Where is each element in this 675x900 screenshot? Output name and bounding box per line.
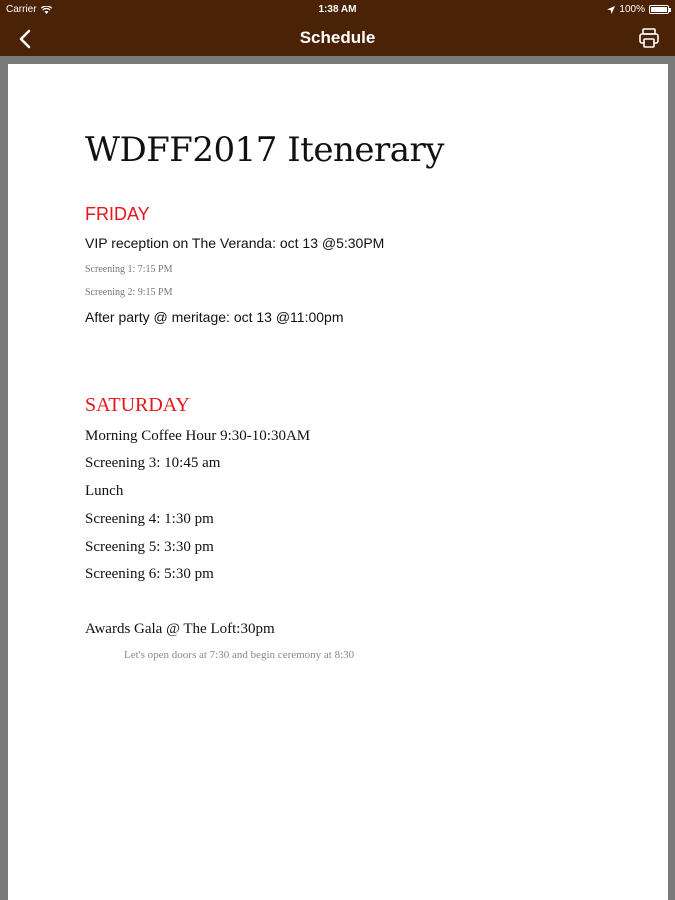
- saturday-heading: SATURDAY: [85, 394, 190, 416]
- document-page[interactable]: [8, 64, 668, 900]
- saturday-item: Screening 4: 1:30 pm: [85, 511, 214, 527]
- nav-bar: [0, 20, 675, 56]
- friday-item: VIP reception on The Veranda: oct 13 @5:30PM: [85, 235, 385, 251]
- status-time: 1:38 AM: [318, 4, 357, 15]
- carrier-label: Carrier: [6, 4, 37, 15]
- print-icon[interactable]: [637, 26, 661, 50]
- location-arrow-icon: [607, 6, 615, 14]
- status-right: [607, 4, 669, 15]
- saturday-item: Screening 3: 10:45 am: [85, 455, 221, 471]
- nav-title: Schedule: [299, 28, 376, 47]
- friday-item: Screening 1: 7:15 PM: [85, 264, 173, 275]
- saturday-item: Screening 5: 3:30 pm: [85, 539, 214, 555]
- battery-percent: 100%: [619, 4, 645, 15]
- document-title: WDFF2017 Itenerary: [85, 130, 444, 170]
- saturday-item: Morning Coffee Hour 9:30-10:30AM: [85, 428, 311, 444]
- friday-heading: FRIDAY: [85, 204, 150, 224]
- battery-fill: [651, 7, 667, 12]
- status-bar: [0, 0, 675, 20]
- friday-item: Screening 2: 9:15 PM: [85, 287, 173, 298]
- awards-gala-note: Let's open doors at 7:30 and begin ceremony at 8:30: [124, 649, 355, 661]
- saturday-item: Screening 6: 5:30 pm: [85, 566, 214, 582]
- friday-item: After party @ meritage: oct 13 @11:00pm: [85, 309, 344, 325]
- saturday-item: Lunch: [85, 483, 124, 499]
- battery-icon: [649, 5, 669, 14]
- awards-gala-item: Awards Gala @ The Loft:30pm: [85, 621, 275, 637]
